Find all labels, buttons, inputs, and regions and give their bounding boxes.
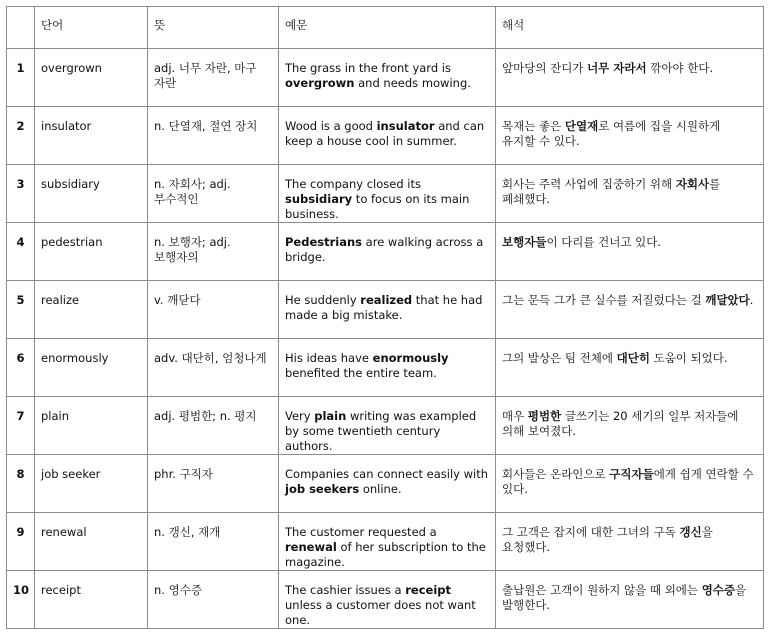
example-cell	[279, 107, 496, 165]
row-number: 9	[7, 513, 35, 571]
text-segment: are walking across a bridge.	[285, 235, 484, 264]
translation-cell	[496, 455, 764, 513]
meaning-cell: v. 깨닫다	[148, 281, 279, 339]
word-cell: overgrown	[35, 49, 148, 107]
text-segment: benefited the entire team.	[285, 366, 437, 380]
table-row	[7, 513, 764, 571]
example-cell	[279, 455, 496, 513]
text-segment: that he had made a big mistake.	[285, 293, 483, 322]
meaning-cell: adj. 너무 자란, 마구 자란	[148, 49, 279, 107]
header-number	[7, 7, 35, 49]
text-segment: Wood is a good	[285, 119, 377, 133]
example-cell	[279, 223, 496, 281]
highlighted-term: 구직자들	[609, 467, 654, 481]
word-cell: renewal	[35, 513, 148, 571]
meaning-cell: n. 단열재, 절연 장치	[148, 107, 279, 165]
meaning-cell: phr. 구직자	[148, 455, 279, 513]
row-number: 2	[7, 107, 35, 165]
highlighted-term: 보행자들	[502, 235, 547, 249]
table-row	[7, 49, 764, 107]
example-cell	[279, 281, 496, 339]
row-number: 10	[7, 571, 35, 629]
text-segment: He suddenly	[285, 293, 361, 307]
word-cell: insulator	[35, 107, 148, 165]
highlighted-term: overgrown	[285, 76, 355, 90]
text-segment: 회사는 주력 사업에 집중하기 위해	[502, 177, 676, 191]
translation-cell	[496, 223, 764, 281]
highlighted-term: 갱신	[679, 525, 702, 539]
example-cell	[279, 165, 496, 223]
text-segment: The cashier issues a	[285, 583, 406, 597]
table-row	[7, 107, 764, 165]
translation-cell	[496, 397, 764, 455]
meaning-cell: adj. 평범한; n. 평지	[148, 397, 279, 455]
text-segment: to focus on its main business.	[285, 192, 470, 221]
text-segment: of her subscription to the magazine.	[285, 540, 486, 569]
text-segment: .	[749, 293, 754, 307]
highlighted-term: Pedestrians	[285, 235, 363, 249]
text-segment: 매우	[502, 409, 528, 423]
meaning-cell: adv. 대단히, 엄청나게	[148, 339, 279, 397]
header-translation: 해석	[496, 7, 764, 49]
text-segment: 목재는 좋은	[502, 119, 565, 133]
text-segment: Very	[285, 409, 315, 423]
highlighted-term: 너무 자라서	[587, 61, 647, 75]
text-segment: His ideas have	[285, 351, 373, 365]
text-segment: and needs mowing.	[354, 76, 471, 90]
text-segment: Companies can connect easily with	[285, 467, 488, 481]
table-row	[7, 571, 764, 629]
text-segment: 로 여름에 집을 시원하게 유지할 수 있다.	[502, 119, 721, 148]
row-number: 7	[7, 397, 35, 455]
text-segment: 을 요청했다.	[502, 525, 713, 554]
text-segment: 깎아야 한다.	[646, 61, 714, 75]
highlighted-term: realized	[360, 293, 413, 307]
text-segment: 출납원은 고객이 원하지 않을 때 외에는	[502, 583, 702, 597]
example-cell	[279, 49, 496, 107]
meaning-cell: n. 자회사; adj. 부수적인	[148, 165, 279, 223]
word-cell: receipt	[35, 571, 148, 629]
table-row	[7, 165, 764, 223]
table-row	[7, 397, 764, 455]
table-row	[7, 455, 764, 513]
vocabulary-table	[6, 6, 764, 629]
text-segment: 그는 문득 그가 큰 실수를 저질렀다는 걸	[502, 293, 706, 307]
highlighted-term: 깨달았다	[705, 293, 750, 307]
word-cell: realize	[35, 281, 148, 339]
row-number: 5	[7, 281, 35, 339]
meaning-cell: n. 보행자; adj. 보행자의	[148, 223, 279, 281]
word-cell: enormously	[35, 339, 148, 397]
text-segment: unless a customer does not want one.	[285, 598, 476, 627]
table-row	[7, 339, 764, 397]
row-number: 8	[7, 455, 35, 513]
example-cell	[279, 339, 496, 397]
highlighted-term: 평범한	[527, 409, 562, 423]
example-cell	[279, 513, 496, 571]
row-number: 6	[7, 339, 35, 397]
text-segment: and can keep a house cool in summer.	[285, 119, 485, 148]
translation-cell	[496, 165, 764, 223]
header-example: 예문	[279, 7, 496, 49]
translation-cell	[496, 571, 764, 629]
text-segment: 도움이 되었다.	[649, 351, 728, 365]
text-segment: writing was exampled by some twentieth century authors.	[285, 409, 477, 453]
highlighted-term: plain	[314, 409, 347, 423]
table-body	[7, 49, 764, 629]
highlighted-term: enormously	[372, 351, 449, 365]
word-cell: subsidiary	[35, 165, 148, 223]
word-cell: job seeker	[35, 455, 148, 513]
table-row	[7, 223, 764, 281]
text-segment: The company closed its	[285, 177, 421, 191]
word-cell: plain	[35, 397, 148, 455]
translation-cell	[496, 513, 764, 571]
highlighted-term: receipt	[405, 583, 452, 597]
row-number: 4	[7, 223, 35, 281]
word-cell: pedestrian	[35, 223, 148, 281]
meaning-cell: n. 영수증	[148, 571, 279, 629]
highlighted-term: 대단히	[616, 351, 650, 365]
text-segment: 를 폐쇄했다.	[502, 177, 721, 206]
text-segment: 을 발행한다.	[502, 583, 747, 612]
row-number: 1	[7, 49, 35, 107]
header-meaning: 뜻	[148, 7, 279, 49]
highlighted-term: 자회사	[675, 177, 710, 191]
example-cell	[279, 397, 496, 455]
highlighted-term: 영수증	[701, 583, 736, 597]
meaning-cell: n. 갱신, 재개	[148, 513, 279, 571]
text-segment: 회사들은 온라인으로	[502, 467, 610, 481]
text-segment: 앞마당의 잔디가	[502, 61, 588, 75]
text-segment: 이 다리를 건너고 있다.	[546, 235, 662, 249]
row-number: 3	[7, 165, 35, 223]
table-row	[7, 281, 764, 339]
translation-cell	[496, 281, 764, 339]
translation-cell	[496, 107, 764, 165]
text-segment: 그 고객은 잡지에 대한 그녀의 구독	[502, 525, 680, 539]
highlighted-term: subsidiary	[285, 192, 353, 206]
text-segment: The customer requested a	[285, 525, 437, 539]
highlighted-term: job seekers	[285, 482, 360, 496]
example-cell	[279, 571, 496, 629]
text-segment: 글쓰기는 20 세기의 일부 저자들에 의해 보여졌다.	[502, 409, 739, 438]
text-segment: 그의 발상은 팀 전체에	[502, 351, 617, 365]
highlighted-term: renewal	[285, 540, 337, 554]
header-word: 단어	[35, 7, 148, 49]
text-segment: 에게 쉽게 연락할 수 있다.	[502, 467, 754, 496]
table-header-row	[7, 7, 764, 49]
highlighted-term: insulator	[376, 119, 435, 133]
translation-cell	[496, 339, 764, 397]
text-segment: online.	[359, 482, 402, 496]
text-segment: The grass in the front yard is	[285, 61, 451, 75]
highlighted-term: 단열재	[564, 119, 599, 133]
translation-cell	[496, 49, 764, 107]
